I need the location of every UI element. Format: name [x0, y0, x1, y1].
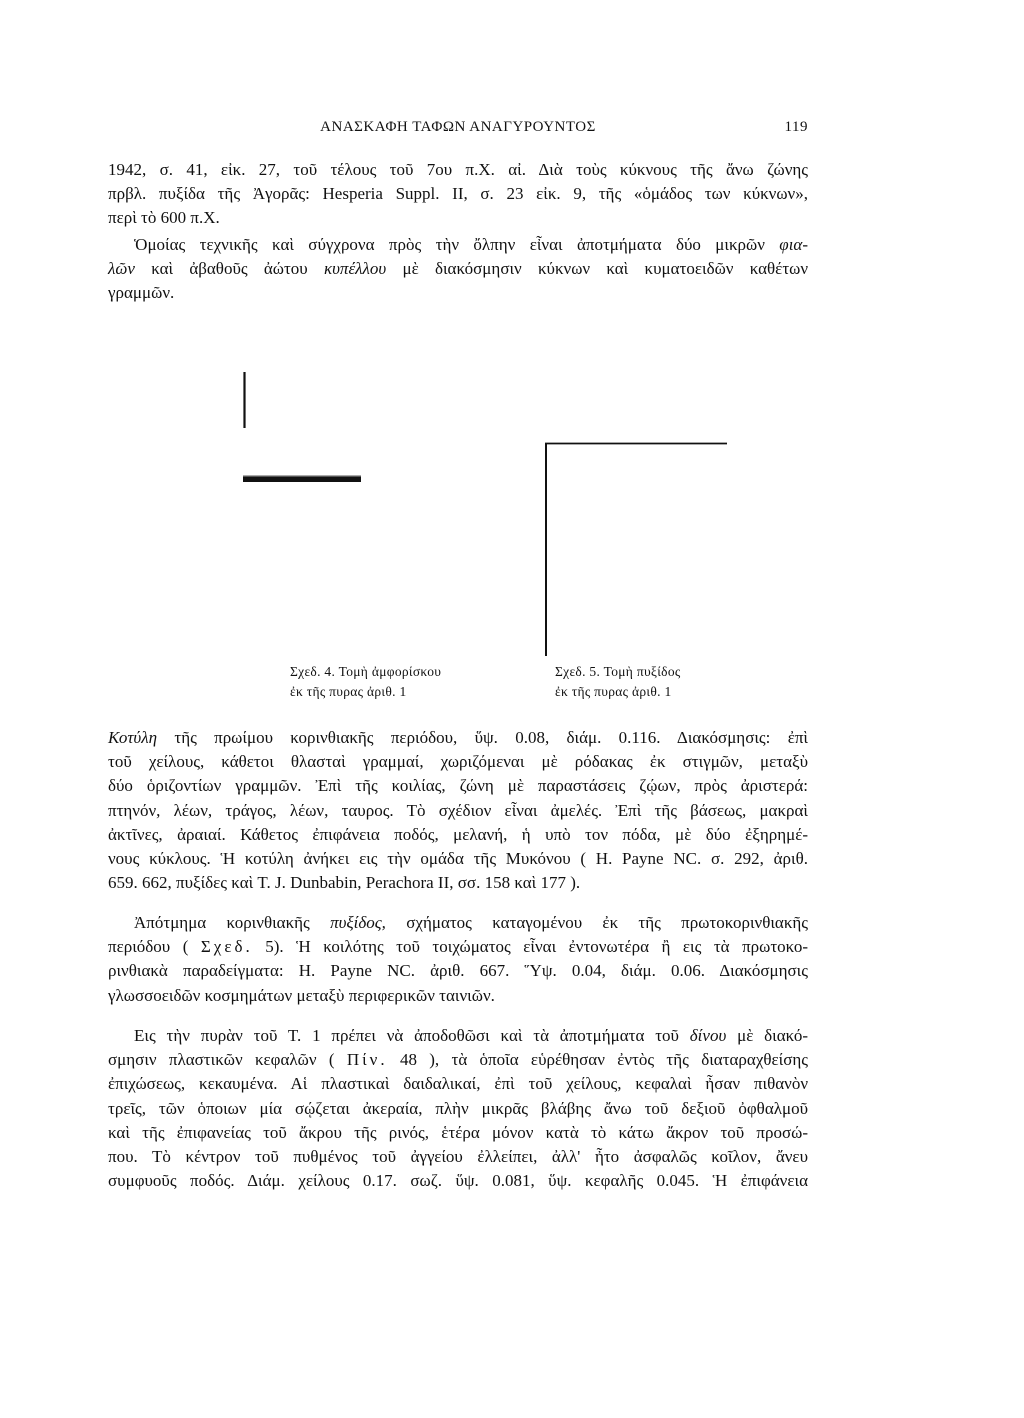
intro-paragraph — [108, 158, 808, 231]
text-line: που. Τὸ κέντρον τοῦ πυθμένος τοῦ ἀγγείου ἐλλείπει, ἀλλ' ἦτο ἀσφαλῶς κοῖλον, ἄνευ — [108, 1147, 808, 1167]
text-line — [108, 233, 808, 257]
text-line — [108, 911, 808, 935]
text-line: 1942, σ. 41, εἰκ. 27, τοῦ τέλους τοῦ 7ου π.Χ. αἰ. Διὰ τοὺς κύκνους τῆς ἄνω ζώνης — [108, 160, 808, 179]
figure-reference: Σχεδ. — [200, 937, 253, 957]
italic-term: Κοτύλη — [108, 728, 158, 747]
fig4-caption-line: ἐκ τῆς πυρας ἀριθ. 1 — [290, 684, 407, 699]
text-run: 5). Ἡ κοιλότης τοῦ τοιχώματος εἶναι ἐντονωτέρα ἢ εις τὰ πρωτοκο- — [265, 937, 809, 957]
fig4-section-drawing — [243, 372, 361, 482]
running-title: ΑΝΑΣΚΑΦΗ ΤΑΦΩΝ ΑΝΑΓΥΡΟΥΝΤΟΣ — [320, 119, 596, 135]
text-line: δύο ὁριζοντίων γραμμῶν. Ἐπὶ τῆς κοιλίας, ζώνη μὲ παραστάσεις ζῴων, πρὸς ἀριστερά: — [108, 776, 808, 796]
text-run: μὲ διακό- — [737, 1026, 809, 1045]
fig5-caption — [555, 662, 681, 702]
text-run: 48 ), τὰ ὁποῖα εὑρέθησαν ἐντὸς τῆς διαταραχθείσης — [399, 1050, 809, 1070]
text-run: Εις τὴν πυρὰν τοῦ Τ. 1 πρέπει νὰ ἀποδοθῶσι καὶ τὰ ἀποτμήματα τοῦ — [134, 1026, 679, 1045]
fig4-caption — [290, 662, 441, 702]
text-line — [108, 935, 808, 959]
text-line: γραμμῶν. — [108, 283, 175, 303]
text-run: Ἀπότμημα κορινθιακῆς — [134, 913, 310, 932]
text-line: γλωσσοειδῶν κοσμημάτων μεταξὺ περιφερικῶν ταινιῶν. — [108, 985, 495, 1005]
text-line: ἐπιχώσεως, κεκαυμένα. Αἱ πλαστικαὶ δαιδαλικαί, ἐπὶ τοῦ χείλους, κεφαλαὶ ἦσαν πιθανὸν — [108, 1074, 808, 1094]
pyxis-paragraph — [108, 911, 808, 1008]
fig4-caption-line: Σχεδ. 4. Τομὴ ἀμφορίσκου — [290, 664, 442, 679]
page-number: 119 — [784, 119, 808, 135]
similar-sherds-paragraph — [108, 233, 808, 306]
text-line: τοῦ χείλους, κάθετοι θλασταὶ γραμμαί, χωριζόμεναι μὲ ρόδακας ἐκ στιγμῶν, μεταξὺ — [108, 752, 808, 772]
text-line: ρινθιακὰ παραδείγματα: H. Payne NC. ἀριθ. 667. Ὕψ. 0.04, διάμ. 0.06. Διακόσμησις — [108, 961, 808, 981]
text-line: συμφυοῦς ποδός. Διάμ. χείλους 0.17. σωζ. ὕψ. 0.081, ὕψ. κεφαλῆς 0.045. Ἡ ἐπιφάνεια — [108, 1171, 808, 1191]
text-line — [108, 726, 808, 750]
text-run: περιόδου ( — [108, 937, 189, 957]
text-run: σμησιν πλαστικῶν κεφαλῶν ( — [108, 1050, 335, 1070]
text-line: τρεῖς, τῶν ὁποιων μία σῴζεται ἀκεραία, πλὴν μικρᾶς βλάβης ἄνω τοῦ δεξιοῦ ὀφθαλμοῦ — [108, 1098, 808, 1118]
kotyle-paragraph — [108, 726, 808, 895]
italic-term: λῶν — [108, 259, 135, 279]
text-line: πρβλ. πυξίδα τῆς Ἀγορᾶς: Hesperia Suppl. II, σ. 23 εἰκ. 9, τῆς «ὁμάδος των κύκνων», — [108, 184, 808, 204]
italic-term: δίνου — [689, 1026, 727, 1045]
text-line: πτηνόν, λέων, τράγος, λέων, ταυρος. Τὸ σχέδιον εἶναι ἀμελές. Ἐπὶ τῆς βάσεως, μακραὶ — [108, 800, 808, 820]
fig5-section-drawing — [545, 443, 727, 656]
text-line: περὶ τὸ 600 π.Χ. — [108, 208, 220, 228]
text-line — [108, 1048, 808, 1072]
text-run: καὶ ἀβαθοῦς ἀώτου — [151, 259, 308, 279]
running-head — [108, 119, 808, 143]
text-run: Ὁμοίας τεχνικῆς καὶ σύγχρονα πρὸς τὴν ὄλπην εἶναι ἀποτμήματα δύο μικρῶν — [134, 235, 765, 254]
text-run: σχήματος καταγομένου ἐκ τῆς πρωτοκορινθιακῆς — [406, 913, 809, 932]
text-run: μὲ διακόσμησιν κύκνων καὶ κυματοειδῶν καθέτων — [402, 259, 809, 279]
text-run: τῆς πρωίμου κορινθιακῆς περιόδου, ὕψ. 0.08, διάμ. 0.116. Διακόσμησις: ἐπὶ — [174, 728, 808, 747]
text-line — [108, 1024, 808, 1048]
figures-drawings — [0, 360, 1024, 660]
fig5-caption-line: ἐκ τῆς πυρας ἀριθ. 1 — [555, 684, 672, 699]
text-line: ἀκτῖνες, ἀραιαί. Κάθετος ἐπιφάνεια ποδός, μελανή, ἡ υπὸ τον πόδα, μὲ δύο ἐξηρημέ- — [108, 824, 808, 844]
plate-reference: Πίν. — [346, 1050, 388, 1070]
text-line: καὶ τῆς ἐπιφανείας τοῦ ἄκρου τῆς ρινός, ἑτέρα μόνον κατὰ τὸ κάτω ἄκρον τοῦ προσώ- — [108, 1122, 808, 1142]
italic-term: κυπέλλου — [323, 259, 387, 279]
fig4-base-bar — [243, 477, 361, 482]
text-line: 659. 662, πυξίδες καὶ T. J. Dunbabin, Perachora II, σσ. 158 καὶ 177 ). — [108, 873, 581, 893]
italic-term: φια- — [779, 235, 809, 254]
text-line: νους κύκλους. Ἡ κοτύλη ἀνήκει εις τὴν ομάδα τῆς Μυκόνου ( H. Payne NC. σ. 292, ἀριθ. — [108, 849, 808, 869]
italic-term: πυξίδος, — [330, 913, 386, 932]
fig5-caption-line: Σχεδ. 5. Τομὴ πυξίδος — [555, 664, 681, 679]
fig4-base-edge — [243, 476, 361, 478]
pyre-paragraph — [108, 1024, 808, 1193]
text-line — [108, 257, 808, 281]
